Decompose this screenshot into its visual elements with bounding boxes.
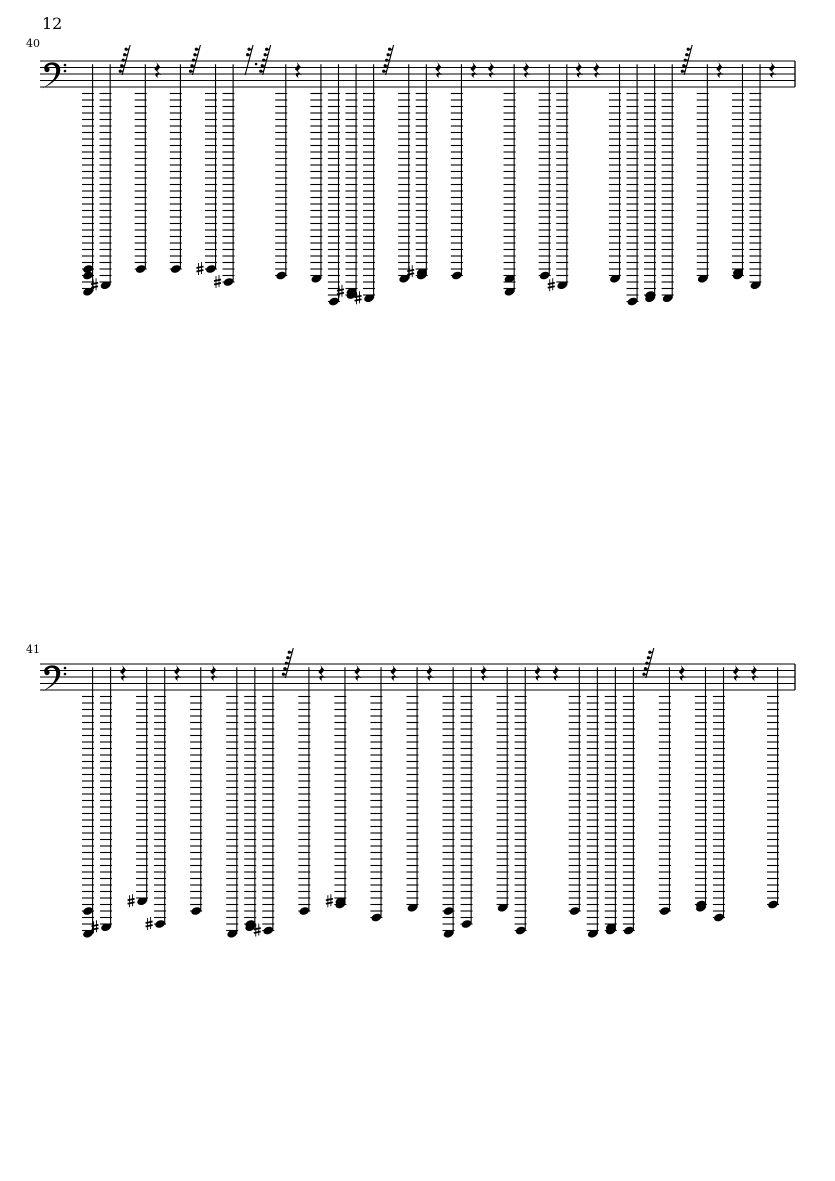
quarter-rest (769, 62, 776, 78)
dotted-sixteenth-rest (245, 45, 257, 75)
chord (605, 667, 617, 935)
quarter-rest (354, 665, 361, 681)
quarter-rest (488, 62, 495, 78)
note (170, 64, 182, 274)
note (146, 667, 167, 930)
bass-clef-icon (44, 670, 49, 675)
quarter-rest (716, 62, 723, 78)
note (328, 64, 340, 306)
sixty-fourth-rest (282, 648, 293, 678)
chord (504, 64, 516, 297)
staff-system-measure-41 (40, 648, 795, 939)
quarter-rest (435, 62, 442, 78)
measure-number-40: 40 (26, 37, 40, 50)
bass-clef-icon (44, 67, 49, 72)
sixty-fourth-rest (119, 45, 130, 75)
note (451, 64, 463, 280)
sharp-icon (128, 894, 135, 907)
quarter-rest (535, 665, 542, 681)
quarter-rest (470, 62, 477, 78)
chord (443, 667, 455, 939)
quarter-rest (593, 62, 600, 78)
measure-number-41: 41 (26, 643, 40, 656)
chord (82, 667, 94, 939)
note (569, 667, 581, 916)
bass-clef-dot-icon (64, 64, 67, 67)
page-number: 12 (42, 14, 63, 33)
bass-clef-dot-icon (64, 70, 67, 73)
bass-clef-dot-icon (64, 667, 67, 670)
quarter-rest (733, 665, 740, 681)
note (406, 667, 418, 913)
sharp-icon (548, 278, 555, 291)
note (190, 667, 202, 916)
sharp-icon (214, 275, 221, 288)
chord (732, 64, 744, 280)
bass-clef-icon (42, 665, 60, 691)
note (623, 667, 635, 935)
note (92, 667, 113, 933)
quarter-rest (174, 665, 181, 681)
quarter-rest (523, 62, 530, 78)
chord (644, 64, 656, 303)
chord (82, 64, 94, 297)
note (196, 64, 217, 275)
quarter-rest (318, 665, 325, 681)
quarter-rest (481, 665, 488, 681)
note (310, 64, 322, 284)
note (398, 64, 410, 284)
note (609, 64, 621, 284)
chord (407, 64, 428, 280)
note (548, 64, 569, 291)
chord (337, 64, 358, 300)
quarter-rest (553, 665, 560, 681)
sixty-fourth-rest (382, 45, 393, 75)
chord (695, 667, 707, 913)
note (515, 667, 527, 935)
note (767, 667, 779, 909)
quarter-rest (679, 665, 686, 681)
note (659, 667, 671, 916)
chord (326, 667, 347, 909)
note (91, 64, 112, 291)
note (626, 64, 638, 306)
sixty-fourth-rest (642, 648, 653, 678)
note (461, 667, 473, 929)
quarter-rest (576, 62, 583, 78)
note (128, 667, 149, 907)
sharp-icon (146, 917, 153, 930)
note (662, 64, 674, 303)
sixty-fourth-rest (189, 45, 200, 75)
quarter-rest (210, 665, 217, 681)
note (135, 64, 147, 274)
note (539, 64, 551, 280)
sharp-icon (196, 262, 203, 275)
sixty-fourth-rest (259, 45, 270, 75)
quarter-rest (751, 665, 758, 681)
quarter-rest (295, 62, 302, 78)
note (587, 667, 599, 939)
quarter-rest (154, 62, 161, 78)
note (713, 667, 725, 922)
note (355, 64, 376, 304)
note (298, 667, 310, 916)
note (254, 667, 275, 936)
staff-system-measure-40 (40, 45, 795, 307)
chord (244, 667, 256, 932)
quarter-rest (120, 665, 127, 681)
bass-clef-icon (42, 62, 60, 88)
note (226, 667, 238, 939)
note (497, 667, 509, 913)
note (214, 64, 235, 288)
sixty-fourth-rest (681, 45, 692, 75)
sharp-icon (326, 894, 333, 907)
quarter-rest (390, 665, 397, 681)
note (275, 64, 287, 280)
note (370, 667, 382, 922)
note (697, 64, 709, 284)
note (749, 64, 761, 290)
quarter-rest (427, 665, 434, 681)
bass-clef-dot-icon (64, 673, 67, 676)
